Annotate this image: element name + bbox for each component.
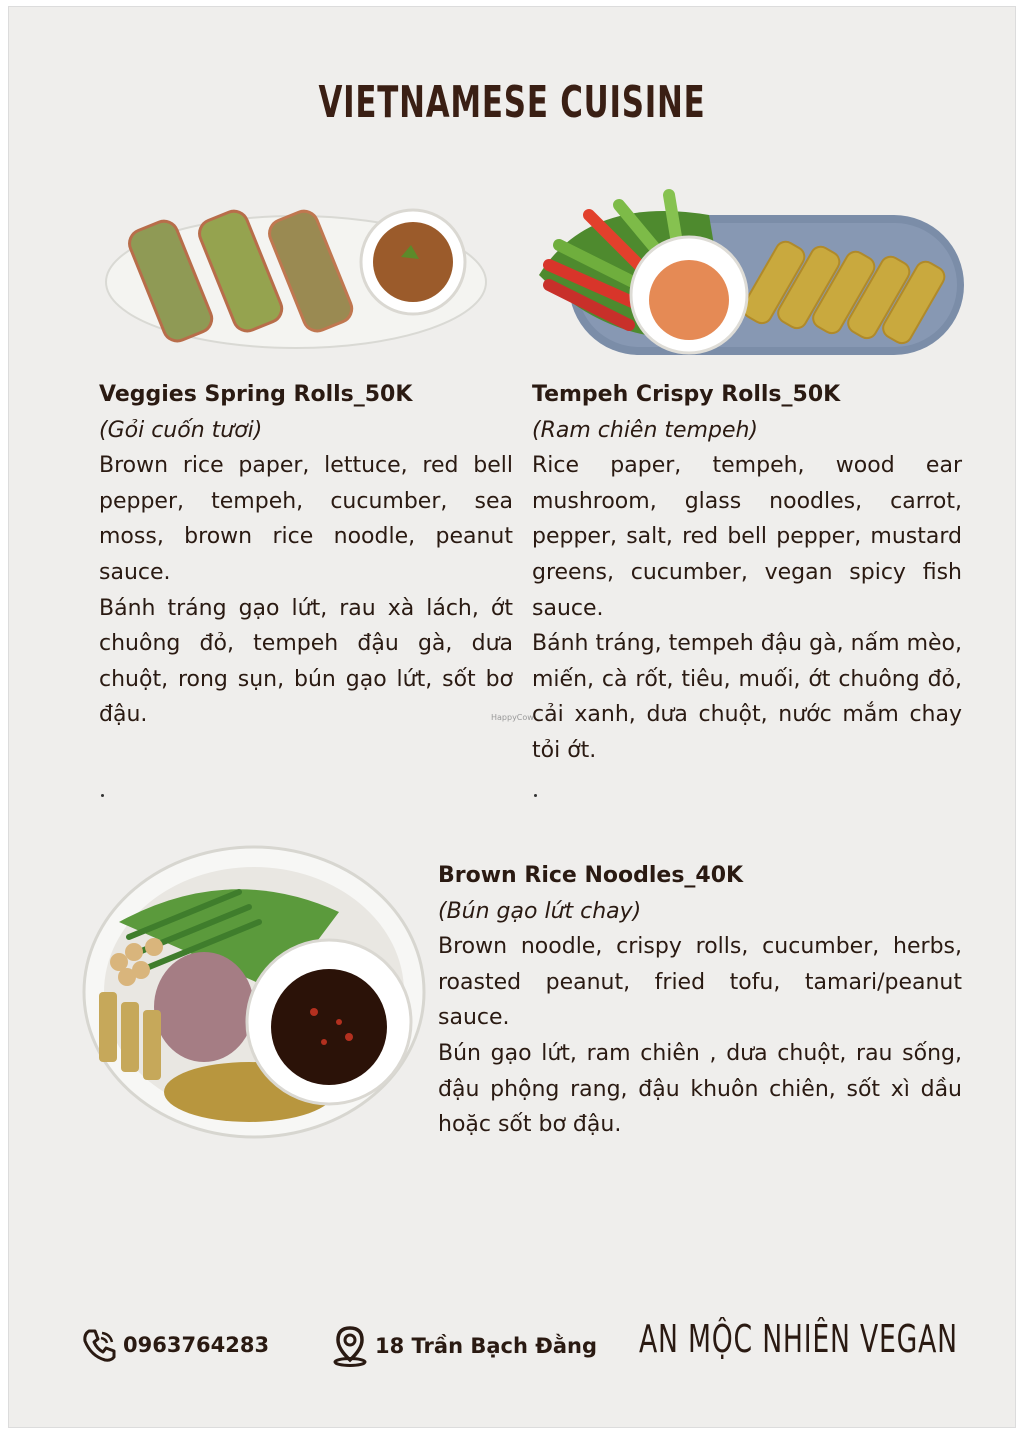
spring-rolls-image: [101, 202, 491, 352]
watermark: HappyCow: [491, 713, 534, 722]
phone-number: 0963764283: [123, 1333, 270, 1357]
menu-page: [8, 6, 1016, 1428]
phone-icon: [81, 1327, 117, 1363]
item-name: Brown Rice Noodles_40K: [438, 863, 744, 888]
menu-title: VIETNAMESE CUISINE: [318, 77, 706, 128]
menu-item-spring-rolls: [99, 377, 513, 733]
item-vn-name: (Bún gạo lứt chay): [438, 898, 642, 924]
item-description-en: Brown rice paper, lettuce, red bell pepper, tempeh, cucumber, sea moss, brown rice noodle, peanut sauce.: [99, 453, 513, 585]
item-description-vn: Bánh tráng gạo lứt, rau xà lách, ớt chuông đỏ, tempeh đậu gà, dưa chuột, rong sụn, bún gạo lứt, sốt bơ đậu.: [99, 595, 513, 728]
item-name: Veggies Spring Rolls_50K: [99, 382, 413, 407]
menu-item-brown-rice-noodles: [438, 858, 962, 1143]
item-description-en: Brown noodle, crispy rolls, cucumber, herbs, roasted peanut, fried tofu, tamari/peanut sauce.: [438, 934, 962, 1031]
location-pin-icon: [331, 1325, 369, 1367]
menu-item-tempeh-rolls: [532, 377, 962, 769]
item-name: Tempeh Crispy Rolls_50K: [532, 382, 841, 407]
address-text: 18 Trần Bạch Đằng: [375, 1334, 597, 1358]
item-vn-name: (Gỏi cuốn tươi): [99, 417, 263, 443]
item-description-vn: Bánh tráng, tempeh đậu gà, nấm mèo, miến, cà rốt, tiêu, muối, ớt chuông đỏ, cải xanh, dưa chuột, nước mắm chay tỏi ớt.: [532, 631, 962, 763]
tempeh-rolls-image: [529, 185, 969, 360]
decorative-dot: [101, 794, 104, 797]
decorative-dot: [534, 794, 537, 797]
brand-name: AN MỘC NHIÊN VEGAN: [639, 1317, 958, 1361]
footer-address[interactable]: [331, 1325, 597, 1367]
item-description-en: Rice paper, tempeh, wood ear mushroom, glass noodles, carrot, pepper, salt, red bell pepper, mustard greens, cucumber, vegan spicy fish sauce.: [532, 453, 962, 621]
noodle-bowl-image: [79, 842, 429, 1142]
footer-phone[interactable]: [81, 1327, 269, 1363]
item-description-vn: Bún gạo lứt, ram chiên , dưa chuột, rau sống, đậu phộng rang, đậu khuôn chiên, sốt xì dầu hoặc sốt bơ đậu.: [438, 1040, 962, 1138]
item-vn-name: (Ram chiên tempeh): [532, 417, 759, 443]
